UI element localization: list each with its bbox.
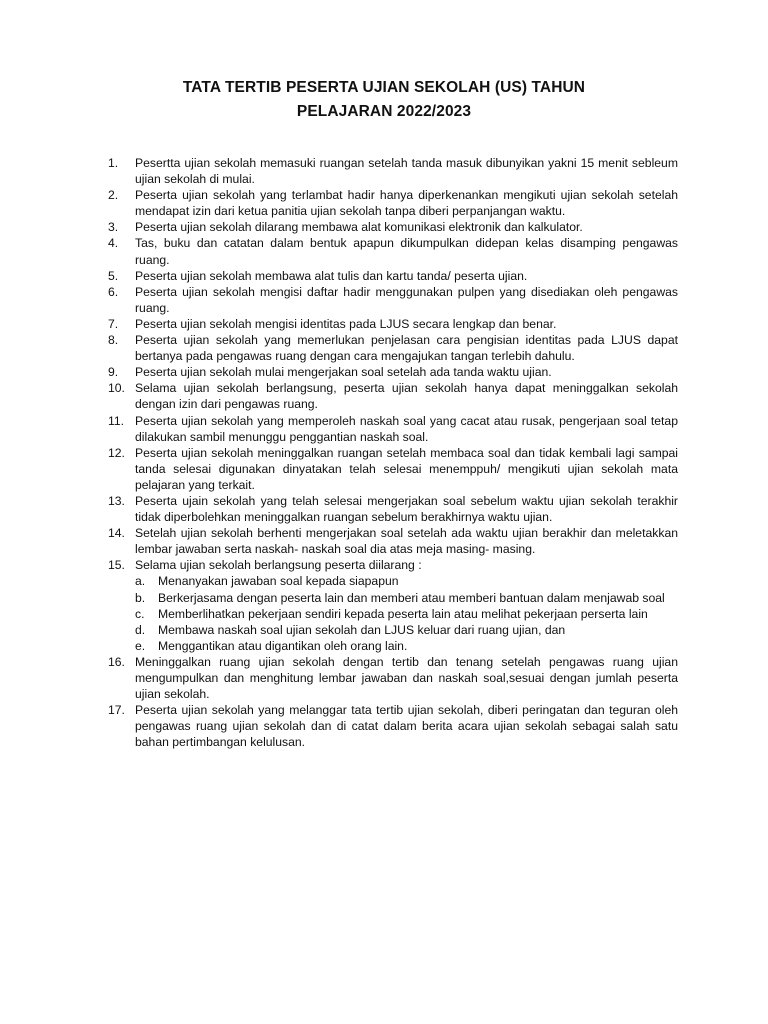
rule-text: Peserta ujian sekolah meninggalkan ruangan setelah membaca soal dan tidak kembali lagi sampai tanda selesai digunakan dinyatakan telah selesai menemppuh/ mengikuti ujian sekolah mata pelajaran yang terkait.: [135, 445, 678, 492]
rule-text: Pesertta ujian sekolah memasuki ruangan setelah tanda masuk dibunyikan yakni 15 menit sebleum ujian sekolah di mulai.: [135, 156, 678, 187]
rule-item: [108, 525, 678, 557]
rule-number: 6.: [108, 284, 119, 299]
prohibition-text: Berkerjasama dengan peserta lain dan memberi atau memberi bantuan dalam menjawab soal: [158, 590, 665, 605]
document-title: [90, 76, 678, 124]
rule-number: 16.: [108, 654, 125, 669]
rule-text: Peserta ujain sekolah yang telah selesai mengerjakan soal sebelum waktu ujian sekolah terakhir tidak diperbolehkan meninggalkan ruangan sebelum berakhirnya waktu ujian.: [135, 493, 678, 525]
prohibition-item: [135, 638, 678, 654]
rules-list: [108, 155, 678, 750]
rule-item: [108, 654, 678, 702]
prohibition-item: [135, 622, 678, 638]
title-line-1: TATA TERTIB PESERTA UJIAN SEKOLAH (US) TAHUN: [182, 79, 586, 96]
rule-text: Peserta ujian sekolah yang memerlukan penjelasan cara pengisian identitas pada LJUS dapat bertanya pada pengawas ruang dengan cara mengajukan tangan terlebih dahulu.: [135, 333, 678, 364]
rule-text: Peserta ujian sekolah mengisi daftar hadir menggunakan pulpen yang disediakan oleh pengawas ruang.: [135, 284, 678, 315]
rule-item: [108, 284, 678, 316]
prohibition-text: Memberlihatkan pekerjaan sendiri kepada peserta lain atau melihat pekerjaan perserta lain: [158, 606, 648, 621]
rule-item: [108, 557, 678, 654]
rule-text: Tas, buku dan catatan dalam bentuk apapun dikumpulkan didepan kelas disamping pengawas ruang.: [135, 236, 678, 267]
prohibition-item: [135, 606, 678, 622]
rule-text: Selama ujian sekolah berlangsung peserta diilarang :: [135, 558, 422, 573]
rule-number: 13.: [108, 493, 125, 508]
rule-text: Setelah ujian sekolah berhenti mengerjakan soal setelah ada waktu ujian berakhir dan meletakkan lembar jawaban serta naskah- naskah soal dia atas meja masing- masing.: [135, 526, 678, 557]
rule-item: [108, 235, 678, 267]
rule-text: Peserta ujian sekolah mulai mengerjakan soal setelah ada tanda waktu ujian.: [135, 365, 552, 380]
prohibition-text: Menggantikan atau digantikan oleh orang lain.: [158, 638, 408, 653]
rule-number: 8.: [108, 333, 119, 348]
rule-number: 17.: [108, 703, 125, 718]
rule-number: 10.: [108, 381, 125, 396]
rule-text: Peserta ujian sekolah mengisi identitas pada LJUS secara lengkap dan benar.: [135, 316, 557, 331]
rule-number: 4.: [108, 236, 119, 251]
prohibition-letter: b.: [135, 590, 146, 605]
prohibition-letter: e.: [135, 638, 146, 653]
rule-text: Peserta ujian sekolah yang terlambat hadir hanya diperkenankan mengikuti ujian sekolah setelah mendapat izin dari ketua panitia ujian sekolah tanpa diberi perpanjangan waktu.: [135, 188, 678, 219]
rule-item: [108, 493, 678, 525]
rule-item: [108, 332, 678, 364]
rule-item: [108, 445, 678, 493]
rule-text: Meninggalkan ruang ujian sekolah dengan tertib dan tenang setelah pengawas ruang ujian mengumpulkan dan menghitung lembar jawaban dan naskah soal,sesuai dengan jumlah peserta ujian sekolah.: [135, 654, 678, 702]
rule-item: [108, 702, 678, 750]
rule-number: 5.: [108, 268, 119, 283]
rule-item: [108, 268, 678, 284]
rule-item: [108, 155, 678, 187]
rule-number: 14.: [108, 526, 125, 541]
rule-item: [108, 187, 678, 219]
prohibition-item: [135, 573, 678, 589]
rule-item: [108, 316, 678, 332]
rule-text: Peserta ujian sekolah dilarang membawa alat komunikasi elektronik dan kalkulator.: [135, 220, 583, 235]
rule-number: 3.: [108, 220, 119, 235]
prohibition-letter: a.: [135, 574, 146, 589]
rule-number: 7.: [108, 316, 119, 331]
prohibition-text: Membawa naskah soal ujian sekolah dan LJUS keluar dari ruang ujian, dan: [158, 622, 566, 637]
rule-item: [108, 380, 678, 412]
rule-number: 2.: [108, 188, 119, 203]
prohibition-list: [135, 573, 678, 653]
rule-text: Peserta ujian sekolah yang memperoleh naskah soal yang cacat atau rusak, pengerjaan soal tetap dilakukan sambil menunggu penggantian naskah soal.: [135, 413, 678, 444]
rule-number: 15.: [108, 558, 125, 573]
rule-number: 11.: [108, 413, 125, 428]
rule-text: Peserta ujian sekolah membawa alat tulis dan kartu tanda/ peserta ujian.: [135, 268, 528, 283]
rule-text: Peserta ujian sekolah yang melanggar tata tertib ujian sekolah, diberi peringatan dan teguran oleh pengawas ruang ujian sekolah dan di catat dalam berita acara ujian sekolah sebagai salah satu bahan pertimbangan kelulusan.: [135, 703, 678, 750]
title-line-2: PELAJARAN 2022/2023: [296, 103, 472, 120]
rule-number: 12.: [108, 445, 125, 460]
rule-number: 1.: [108, 156, 119, 170]
rule-item: [108, 219, 678, 235]
prohibition-text: Menanyakan jawaban soal kepada siapapun: [158, 574, 399, 589]
rule-item: [108, 364, 678, 380]
rule-text: Selama ujian sekolah berlangsung, peserta ujian sekolah hanya dapat meninggalkan sekolah dengan izin dari pengawas ruang.: [135, 381, 678, 412]
prohibition-letter: c.: [135, 606, 145, 621]
prohibition-item: [135, 590, 678, 606]
rule-item: [108, 413, 678, 445]
prohibition-letter: d.: [135, 622, 146, 637]
rule-number: 9.: [108, 365, 119, 380]
